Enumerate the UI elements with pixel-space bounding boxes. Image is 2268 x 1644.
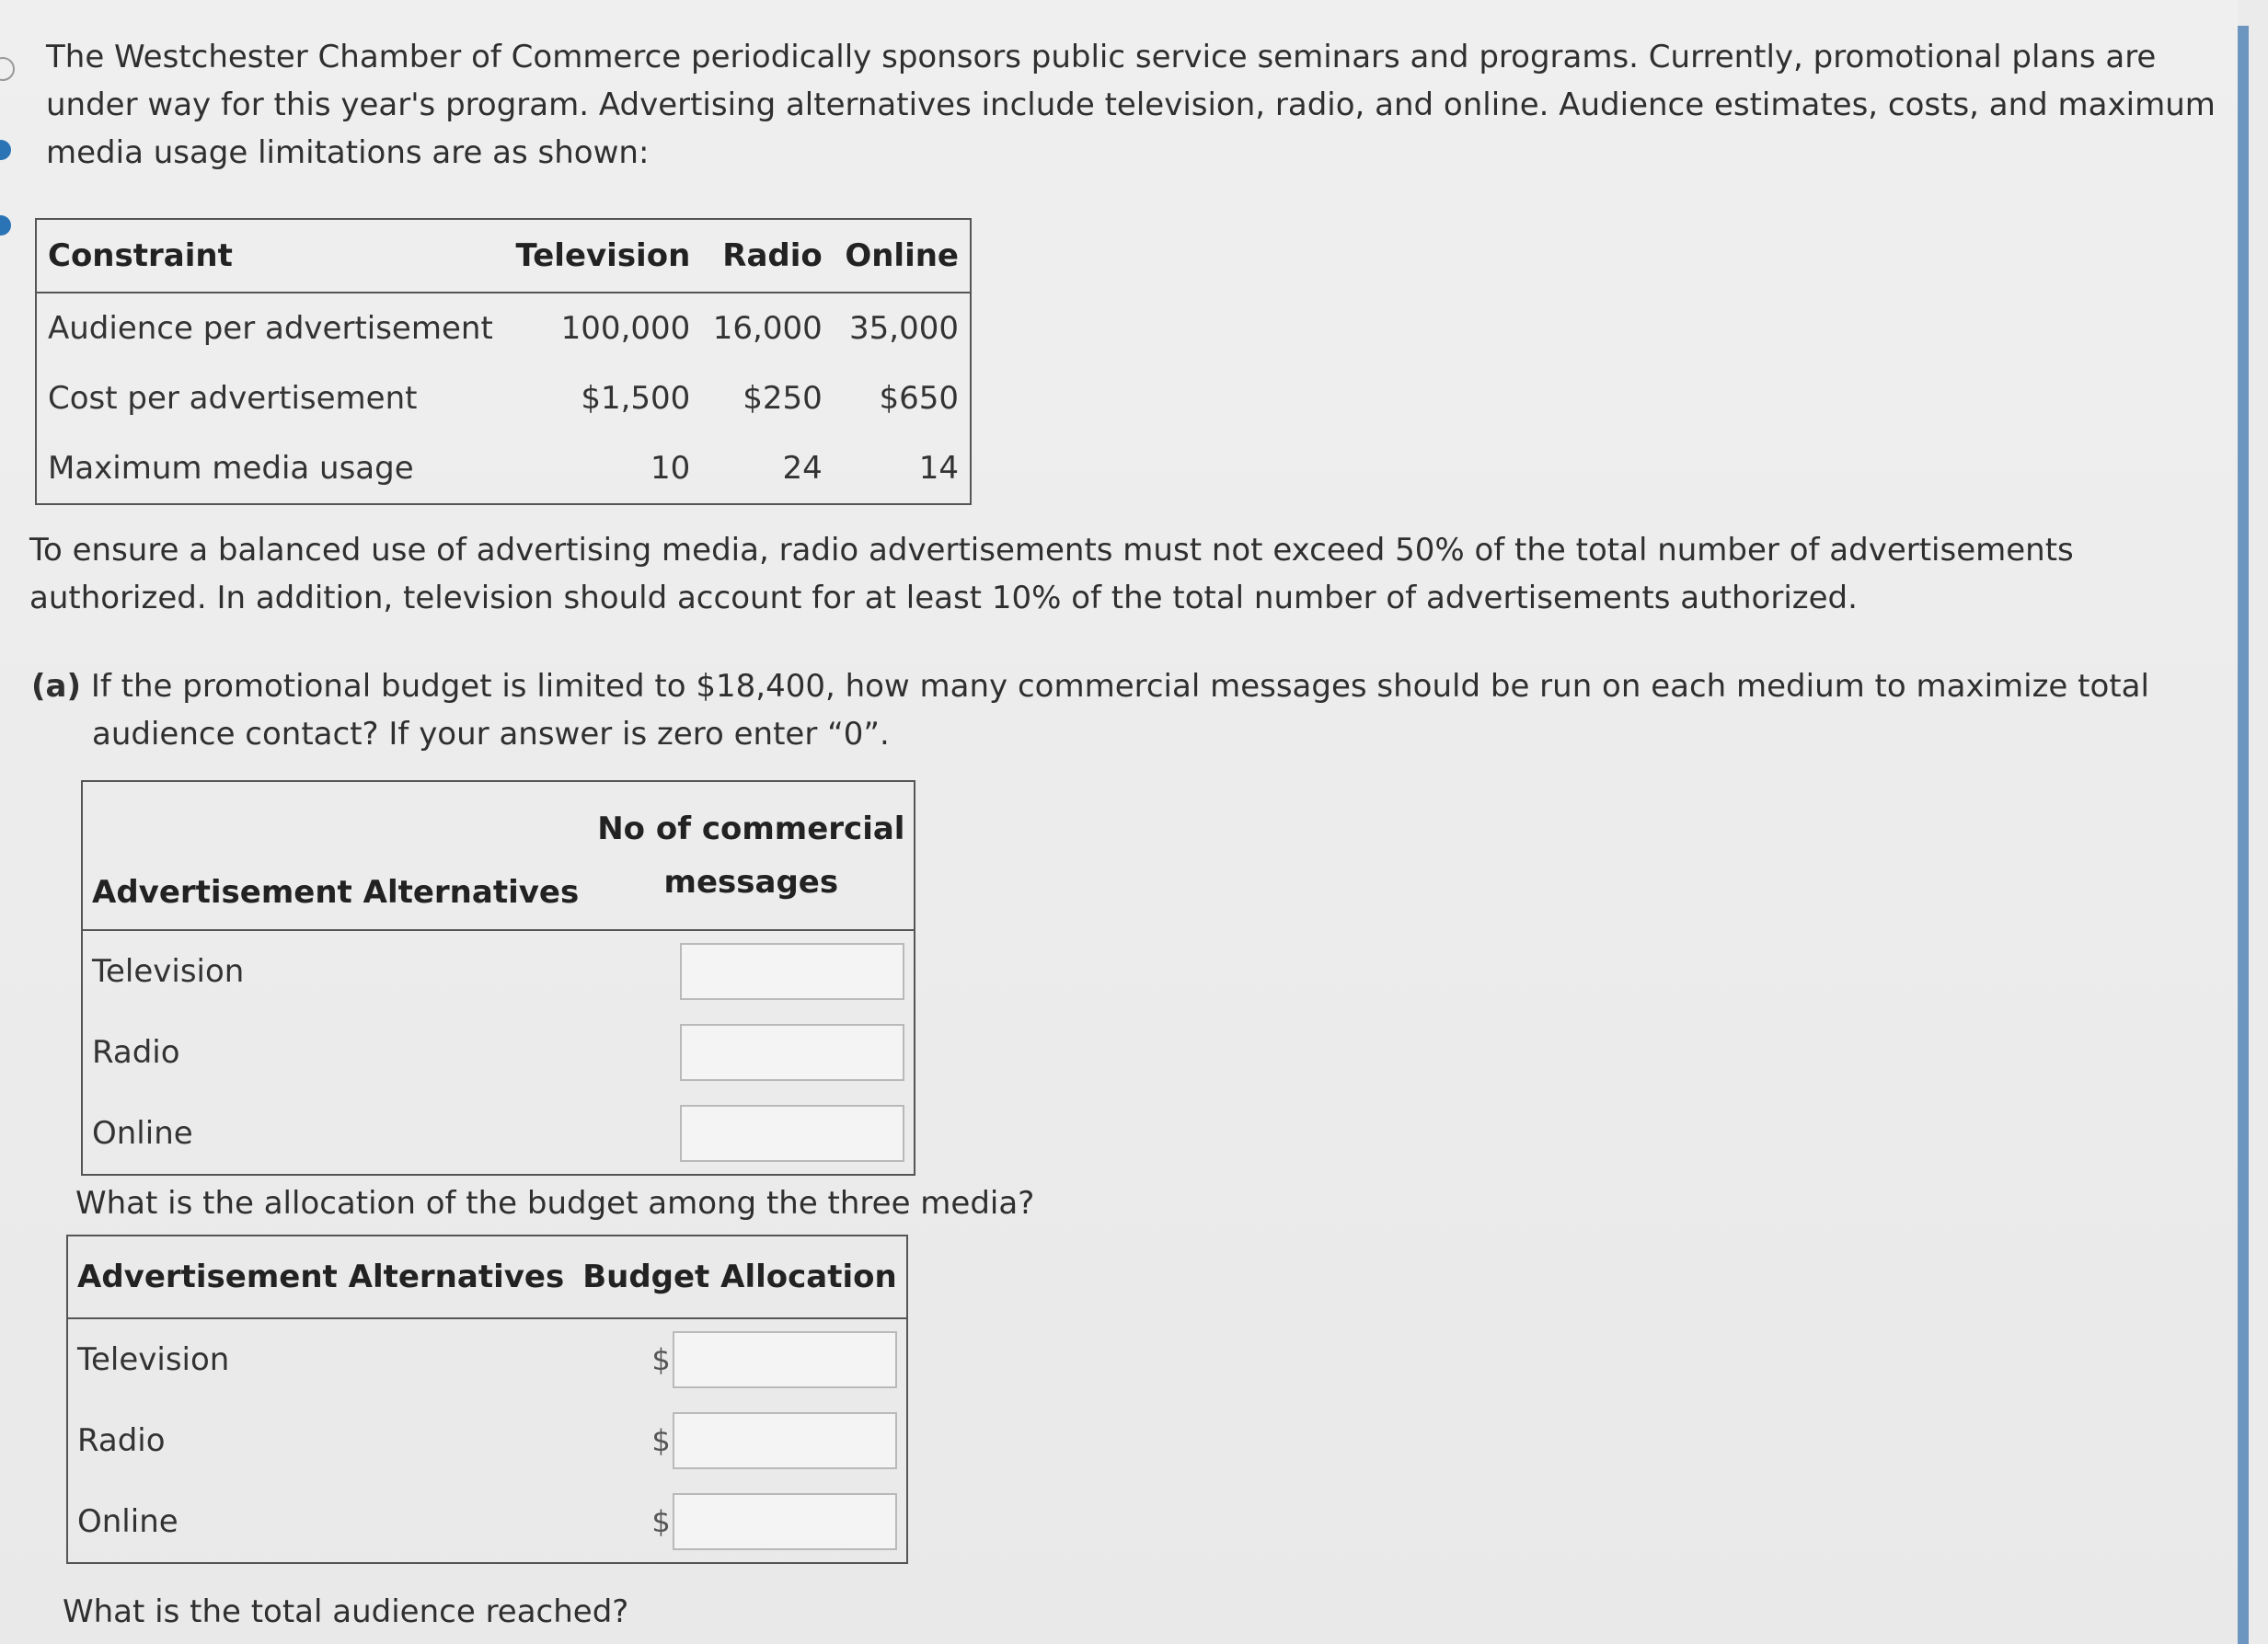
cell-value: 100,000 — [560, 310, 691, 347]
table-row — [36, 433, 971, 504]
table-row — [67, 1318, 907, 1400]
col-no-of-messages — [588, 781, 915, 930]
part-a-text: If the promotional budget is limited to $18,400, how many commercial messages should be run on each medium to maximize total audience contact? If your answer is zero enter “0”. — [90, 668, 2149, 753]
part-a-label: (a) — [31, 668, 82, 705]
col-television: Television — [504, 219, 702, 293]
intro-paragraph: The Westchester Chamber of Commerce periodically sponsors public service seminars and programs. Currently, promotional plans are under way for this year's program. Advertising alternatives include television, radio, and online. Audience estimates, costs, and maximum media usage limitations are as shown: — [46, 39, 2216, 171]
cell-value: 14 — [918, 450, 959, 487]
dollar-sign: $ — [651, 1423, 671, 1458]
table-row — [36, 363, 971, 433]
col-budget-allocation: Budget Allocation — [573, 1236, 907, 1318]
col-constraint: Constraint — [36, 219, 504, 293]
online-budget-input[interactable] — [673, 1493, 897, 1550]
row-label-radio: Radio — [92, 1034, 180, 1071]
table-row — [67, 1481, 907, 1563]
col-online: Online — [834, 219, 971, 293]
row-label-online: Online — [92, 1115, 193, 1152]
row-label: Maximum media usage — [48, 450, 414, 487]
table-header-row — [82, 781, 915, 930]
progress-dot-icon — [0, 140, 11, 160]
dollar-sign: $ — [651, 1504, 671, 1539]
cell-value: 24 — [782, 450, 823, 487]
radio-messages-input[interactable] — [680, 1024, 904, 1081]
balance-paragraph: To ensure a balanced use of advertising media, radio advertisements must not exceed 50% of the total number of advertisements authorized. In addition, television should account for at least 10% of the total number of advertisements authorized. — [29, 532, 2074, 616]
col-radio: Radio — [701, 219, 833, 293]
part-a-question — [31, 662, 2162, 758]
col-advertisement-alternatives: Advertisement Alternatives — [67, 1236, 573, 1318]
cell-value: $250 — [743, 380, 823, 417]
row-label-online: Online — [77, 1503, 178, 1540]
progress-dot-icon — [0, 215, 11, 236]
table-row — [82, 1093, 915, 1175]
row-label-television: Television — [92, 953, 245, 990]
cell-value: $1,500 — [581, 380, 691, 417]
table-row — [82, 1012, 915, 1093]
col-no-of-messages-line1: No of commercial — [597, 811, 905, 847]
messages-table — [81, 780, 915, 1176]
allocation-question: What is the allocation of the budget among the three media? — [75, 1185, 1035, 1222]
television-budget-input[interactable] — [673, 1331, 897, 1388]
online-messages-input[interactable] — [680, 1105, 904, 1162]
row-label-television: Television — [77, 1341, 230, 1378]
cell-value: 10 — [650, 450, 691, 487]
col-advertisement-alternatives: Advertisement Alternatives — [82, 781, 588, 930]
table-row — [82, 930, 915, 1012]
accent-bar — [2238, 26, 2249, 1644]
cell-value: $650 — [879, 380, 959, 417]
col-no-of-messages-line2: messages — [663, 864, 839, 901]
constraints-table — [35, 218, 972, 505]
table-row — [36, 293, 971, 363]
table-header-row — [67, 1236, 907, 1318]
table-header-row — [36, 219, 971, 293]
cell-value: 16,000 — [712, 310, 823, 347]
table-row — [67, 1400, 907, 1481]
television-messages-input[interactable] — [680, 943, 904, 1000]
progress-dot-icon — [0, 57, 15, 81]
audience-question: What is the total audience reached? — [63, 1593, 629, 1630]
dollar-sign: $ — [651, 1342, 671, 1377]
row-label-radio: Radio — [77, 1422, 166, 1459]
budget-table — [66, 1235, 908, 1564]
row-label: Cost per advertisement — [48, 380, 418, 417]
row-label: Audience per advertisement — [48, 310, 493, 347]
cell-value: 35,000 — [849, 310, 959, 347]
radio-budget-input[interactable] — [673, 1412, 897, 1469]
